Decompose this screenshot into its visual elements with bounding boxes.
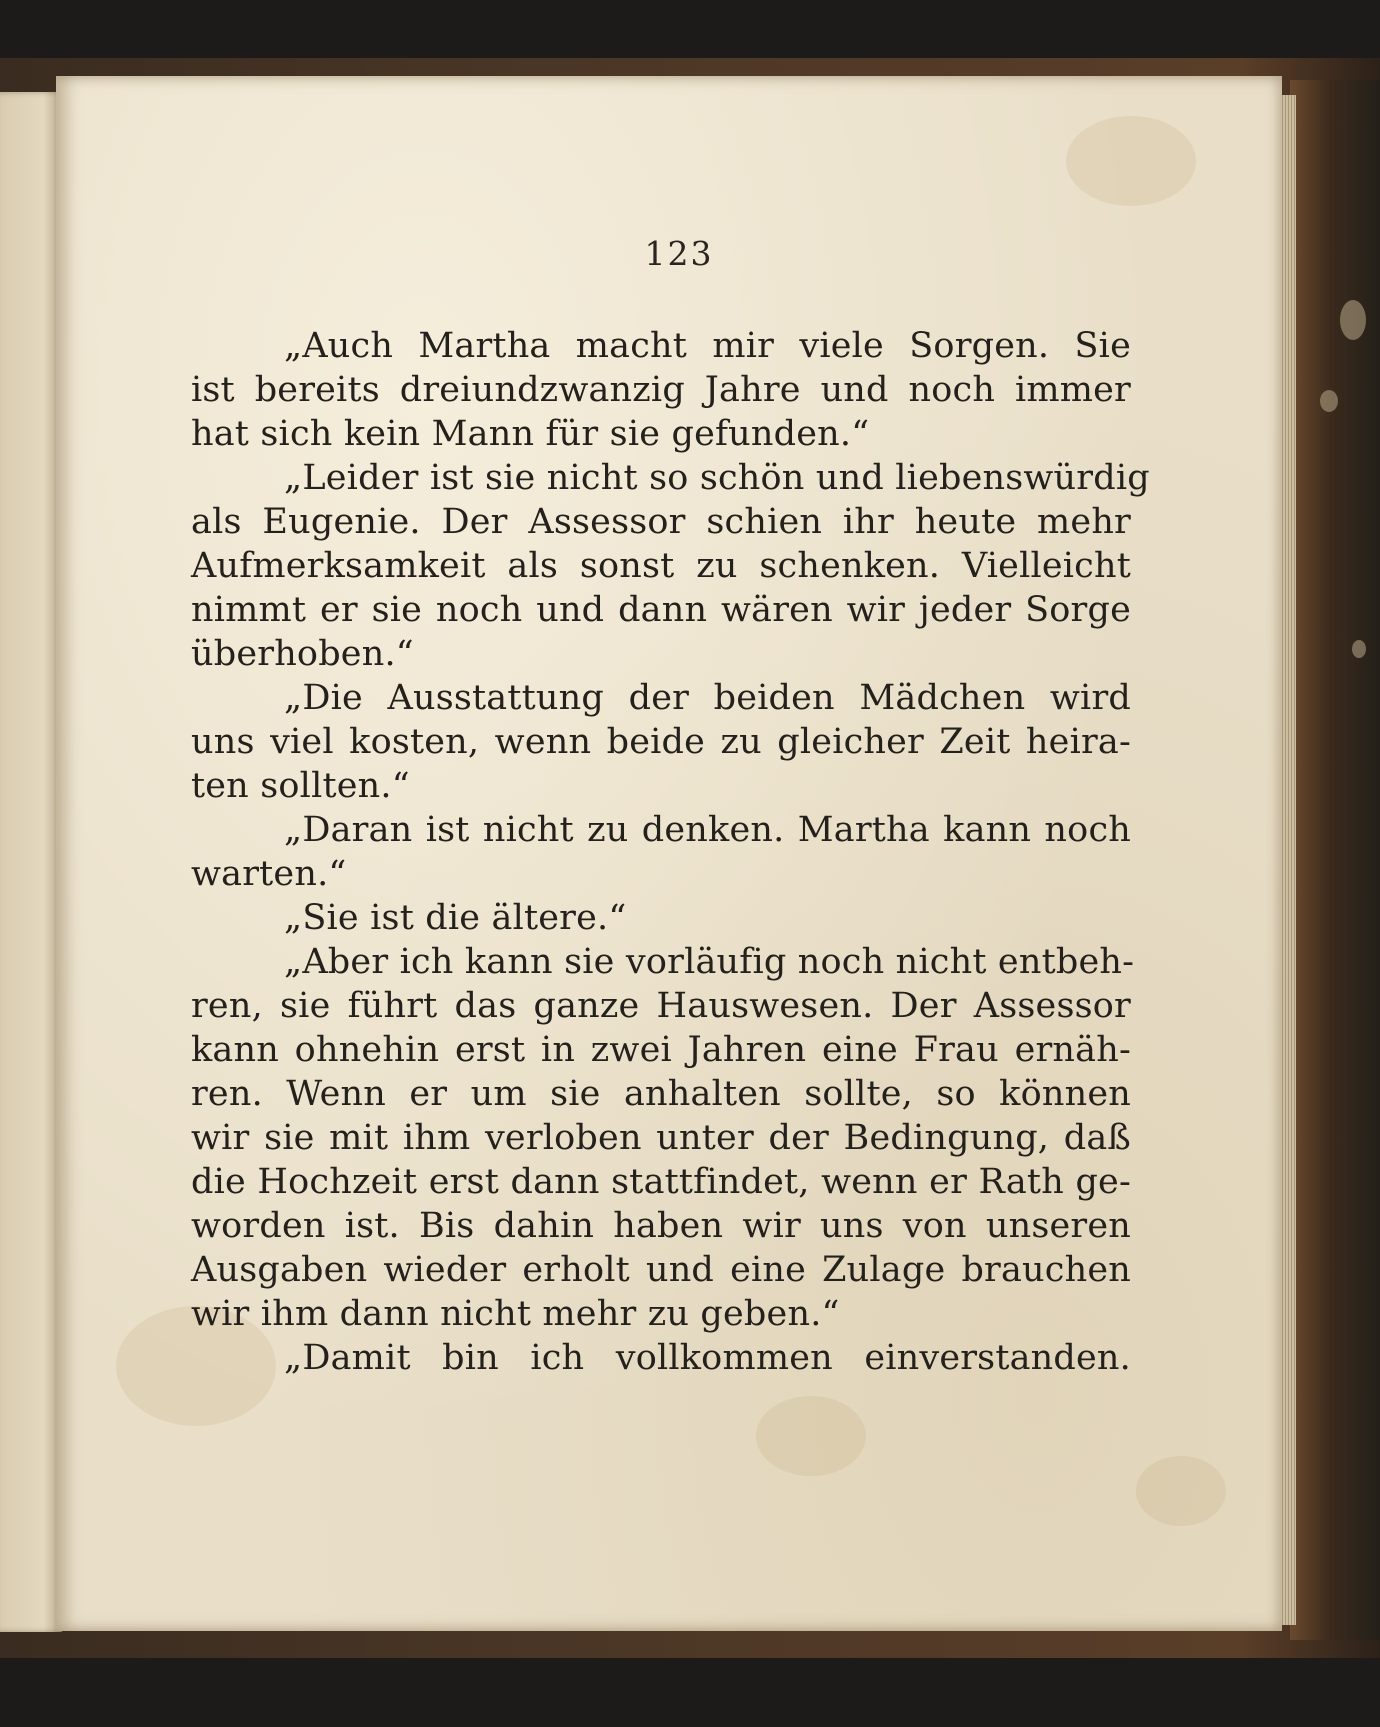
text-line: warten.“ (191, 854, 347, 894)
text-line: „Auch Martha macht mir viele Sorgen. Sie (284, 326, 1131, 366)
facing-page-edge (0, 92, 62, 1632)
foxing-stain (1136, 1456, 1226, 1526)
text-line: die Hochzeit erst dann stattfindet, wenn er Rath ge- (191, 1162, 1131, 1202)
text-line: nimmt er sie noch und dann wären wir jeder Sorge (191, 590, 1131, 630)
cover-wear-spot (1352, 640, 1366, 658)
text-line: „Damit bin ich vollkommen einverstanden. (284, 1338, 1131, 1378)
text-line: „Daran ist nicht zu denken. Martha kann noch (284, 810, 1131, 850)
text-line: Ausgaben wieder erholt und eine Zulage brauchen (191, 1250, 1131, 1290)
text-line: wir ihm dann nicht mehr zu geben.“ (191, 1294, 840, 1334)
cover-wear-spot (1340, 300, 1366, 340)
text-line: als Eugenie. Der Assessor schien ihr heute mehr (191, 502, 1131, 542)
foxing-stain (756, 1396, 866, 1476)
text-line: ten sollten.“ (191, 766, 410, 806)
text-line: „Leider ist sie nicht so schön und liebenswürdig (284, 458, 1150, 498)
text-line: „Sie ist die ältere.“ (284, 898, 627, 938)
text-line: hat sich kein Mann für sie gefunden.“ (191, 414, 870, 454)
text-line: uns viel kosten, wenn beide zu gleicher Zeit heira- (191, 722, 1131, 762)
text-line: kann ohnehin erst in zwei Jahren eine Frau ernäh- (191, 1030, 1131, 1070)
book-cover-edge (1290, 80, 1380, 1640)
book-page (56, 76, 1282, 1631)
foxing-stain (1066, 116, 1196, 206)
cover-wear-spot (1320, 390, 1338, 412)
text-line: überhoben.“ (191, 634, 414, 674)
page-block-edge (1280, 95, 1296, 1625)
text-line: worden ist. Bis dahin haben wir uns von unseren (191, 1206, 1131, 1246)
text-line: „Aber ich kann sie vorläufig noch nicht entbeh- (284, 942, 1135, 982)
text-line: ren, sie führt das ganze Hauswesen. Der Assessor (191, 986, 1131, 1026)
text-line: wir sie mit ihm verloben unter der Bedingung, daß (191, 1118, 1131, 1158)
text-line: Aufmerksamkeit als sonst zu schenken. Vielleicht (191, 546, 1131, 586)
text-line: „Die Ausstattung der beiden Mädchen wird (284, 678, 1131, 718)
text-line: ren. Wenn er um sie anhalten sollte, so können (191, 1074, 1131, 1114)
text-line: ist bereits dreiundzwanzig Jahre und noch immer (191, 370, 1131, 410)
page-number: 123 (644, 234, 714, 273)
